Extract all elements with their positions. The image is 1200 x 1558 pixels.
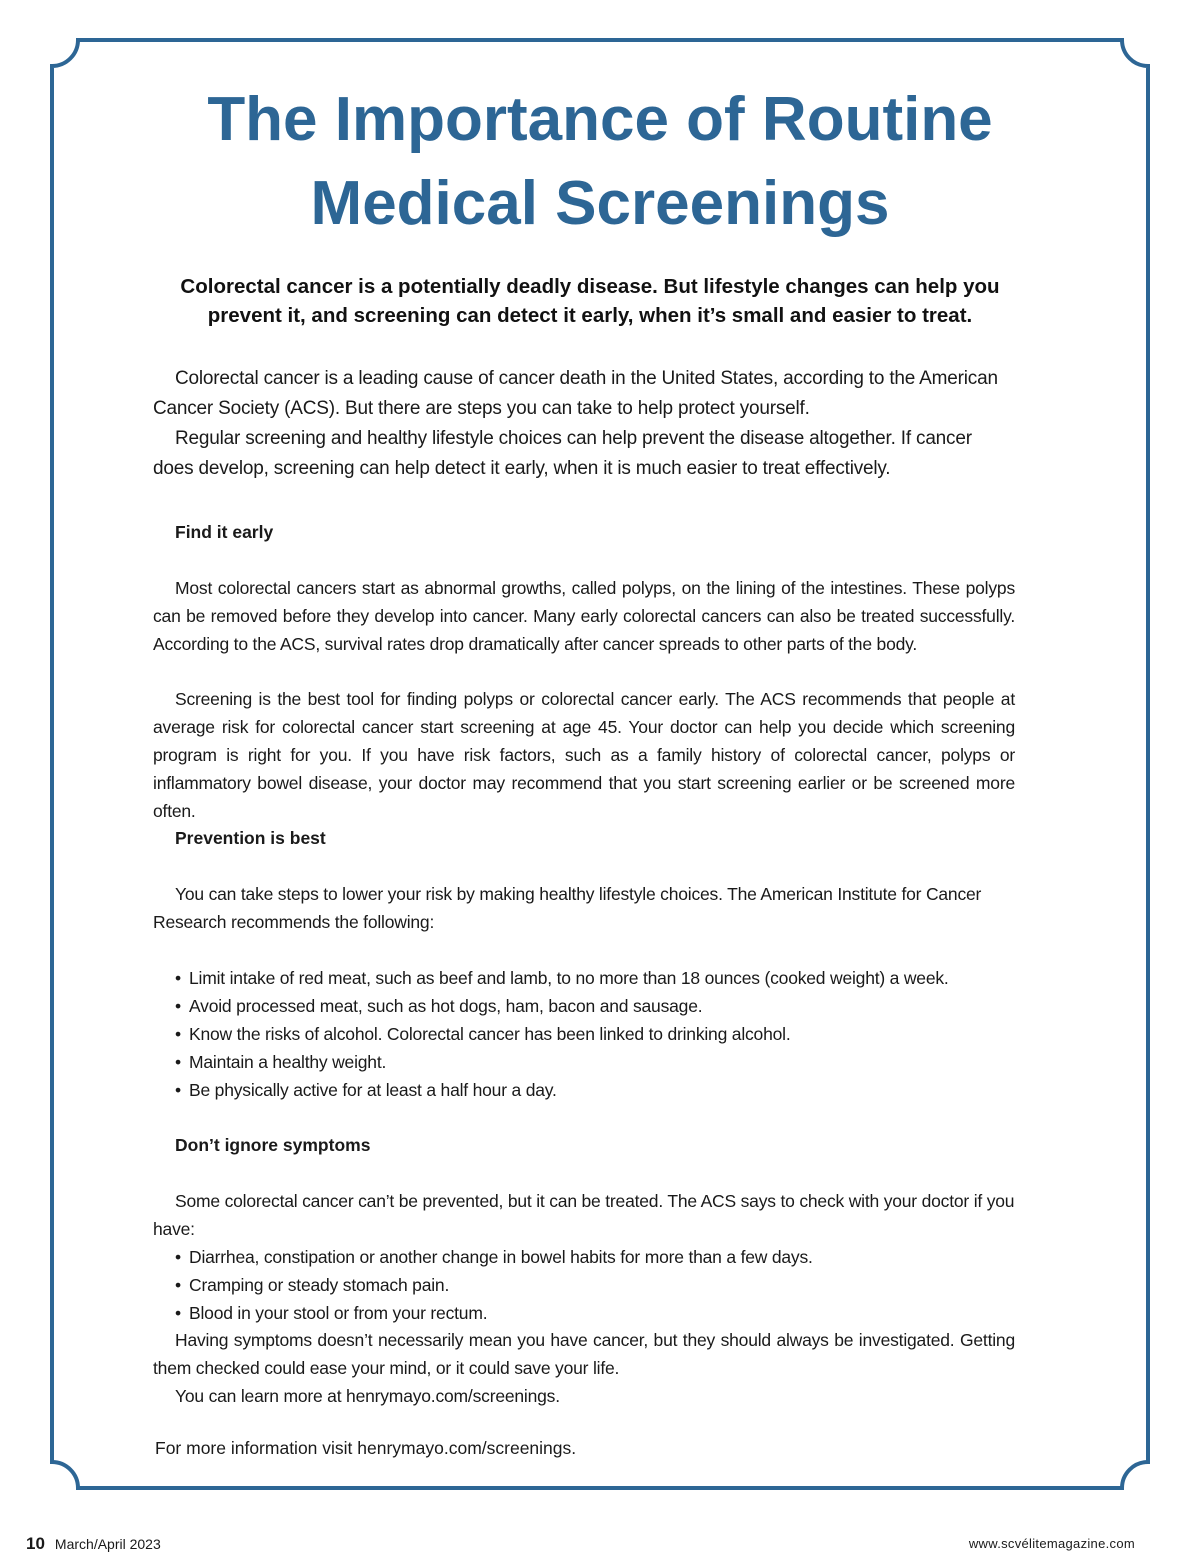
lead-paragraph: Colorectal cancer is a potentially deadly disease. But lifestyle changes can help you prevent it, and screening can detect it early, when it’s small and easier to treat. bbox=[180, 275, 1000, 327]
footer-website: www.scvélitemagazine.com bbox=[968, 1536, 1135, 1551]
intro-paragraph-1: Colorectal cancer is a leading cause of cancer death in the United States, according to the American Cancer Society (ACS). But there are steps you can take to help protect yourself. bbox=[153, 368, 998, 419]
prevention-list bbox=[175, 964, 949, 1104]
title-line-2: Medical Screenings bbox=[310, 169, 890, 238]
page-number: 10 bbox=[26, 1534, 45, 1553]
page-title bbox=[100, 78, 1100, 246]
section-heading-symptoms: Don’t ignore symptoms bbox=[175, 1135, 371, 1155]
list-item: • Know the risks of alcohol. Colorectal cancer has been linked to drinking alcohol. bbox=[175, 1024, 791, 1044]
list-item: • Avoid processed meat, such as hot dogs, ham, bacon and sausage. bbox=[175, 996, 703, 1016]
find-early-paragraph-2: Screening is the best tool for finding polyps or colorectal cancer early. The ACS recommends that people at average risk for colorectal cancer start screening at age 45. Your doctor can help you decide which screening program is right for you. If you have risk factors, such as a family history of colorectal cancer, polyps or inflammatory bowel disease, your doctor may recommend that you start screening earlier or be screened more often. bbox=[153, 689, 1015, 821]
list-item: • Be physically active for at least a half hour a day. bbox=[175, 1080, 557, 1100]
intro-paragraph-2: Regular screening and healthy lifestyle choices can help prevent the disease altogether. If cancer does develop, screening can help detect it early, when it is much easier to treat effectively. bbox=[153, 428, 972, 479]
issue-date: March/April 2023 bbox=[54, 1536, 161, 1552]
section-heading-find-early: Find it early bbox=[175, 522, 274, 542]
footer-issue bbox=[26, 1534, 161, 1554]
list-item: • Maintain a healthy weight. bbox=[175, 1052, 387, 1072]
prevention-paragraph: You can take steps to lower your risk by making healthy lifestyle choices. The American Institute for Cancer Research recommends the following: bbox=[153, 884, 982, 932]
more-info-text: For more information visit henrymayo.com/screenings. bbox=[155, 1438, 577, 1458]
symptoms-paragraph: Some colorectal cancer can’t be prevented, but it can be treated. The ACS says to check with your doctor if you have: bbox=[153, 1191, 1015, 1239]
list-item: • Blood in your stool or from your rectum. bbox=[175, 1303, 488, 1323]
list-item: • Cramping or steady stomach pain. bbox=[175, 1275, 450, 1295]
symptoms-list bbox=[175, 1243, 813, 1327]
list-item: • Diarrhea, constipation or another change in bowel habits for more than a few days. bbox=[175, 1247, 813, 1267]
title-line-1: The Importance of Routine bbox=[207, 85, 993, 154]
symptoms-closing-paragraph: Having symptoms doesn’t necessarily mean you have cancer, but they should always be investigated. Getting them checked could ease your mind, or it could save your life. bbox=[153, 1330, 1015, 1378]
list-item: • Limit intake of red meat, such as beef and lamb, to no more than 18 ounces (cooked weight) a week. bbox=[175, 968, 949, 988]
find-early-paragraph-1: Most colorectal cancers start as abnormal growths, called polyps, on the lining of the intestines. These polyps can be removed before they develop into cancer. Many early colorectal cancers can also be treated successfully. According to the ACS, survival rates drop dramatically after cancer spreads to other parts of the body. bbox=[153, 578, 1015, 654]
section-heading-prevention: Prevention is best bbox=[175, 828, 326, 848]
learn-more-text: You can learn more at henrymayo.com/screenings. bbox=[175, 1386, 560, 1406]
